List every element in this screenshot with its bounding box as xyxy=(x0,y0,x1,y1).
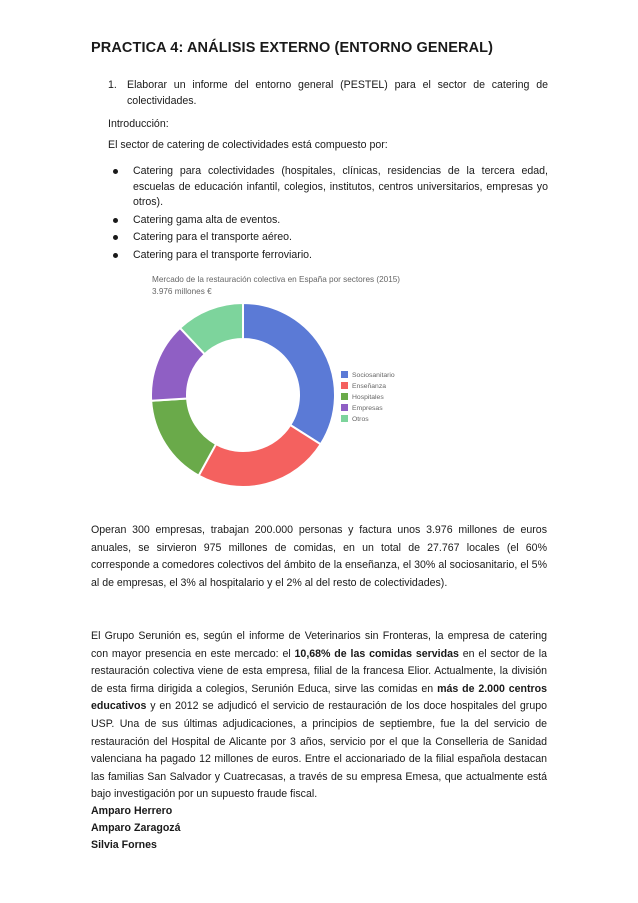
bold-text: 10,68% de las comidas servidas xyxy=(294,647,459,660)
intro-label: Introducción: xyxy=(108,118,169,130)
legend-label: Sociosanitario xyxy=(352,372,395,379)
pie-slice-enseñanza xyxy=(199,425,321,487)
pie-slice-sociosanitario xyxy=(243,303,335,444)
bold-text: más de 2.000 centros educativos xyxy=(91,682,547,713)
chart-subtitle: 3.976 millones € xyxy=(152,287,212,296)
market-paragraph: Operan 300 empresas, trabajan 200.000 personas y factura unos 3.976 millones de euros anuales, se sirvieron 975 millones de comidas, en un total de 27.767 locales (el 60% corresponde a comedores colectivos del ámbito de la enseñanza, el 30% al sociosanitario, el 5% al de empresas, el 3% al hospitalario y el 2% al del resto de colectividades). xyxy=(91,524,547,589)
legend-label: Empresas xyxy=(352,405,383,412)
serunion-paragraph xyxy=(91,628,547,804)
list-item: Catering para el transporte aéreo. xyxy=(108,230,548,246)
task-number: 1. xyxy=(108,79,117,91)
list-item: Catering para el transporte ferroviario. xyxy=(108,248,548,264)
sector-list xyxy=(108,164,548,265)
chart-title: Mercado de la restauración colectiva en España por sectores (2015) xyxy=(152,275,401,284)
intro-text: El sector de catering de colectividades está compuesto por: xyxy=(108,139,388,151)
legend-label: Otros xyxy=(352,416,369,423)
list-item: Catering para colectividades (hospitales, clínicas, residencias de la tercera edad, escuelas de educación infantil, colegios, institutos, centros universitarios, empresas yo otros). xyxy=(108,164,548,211)
legend-swatch xyxy=(341,404,348,411)
author-name: Amparo Zaragozá xyxy=(91,822,181,834)
list-item: Catering gama alta de eventos. xyxy=(108,213,548,229)
task-text: Elaborar un informe del entorno general (PESTEL) para el sector de catering de colectividades. xyxy=(127,79,548,107)
page-title: PRACTICA 4: ANÁLISIS EXTERNO (ENTORNO GENERAL) xyxy=(91,40,494,56)
author-name: Amparo Herrero xyxy=(91,805,173,817)
legend-label: Enseñanza xyxy=(352,383,387,390)
legend-swatch xyxy=(341,393,348,400)
text-run: en el sector de la restauración colectiva viene de esta empresa, filial de la francesa Elior. Actualmente, la división de esta firma dirigida a colegios, Serunión Educa, sirve las comidas en xyxy=(91,647,547,695)
legend-label: Hospitales xyxy=(352,394,384,401)
text-run: y en 2012 se adjudicó el servicio de restauración de los doce hospitales del grupo USP. Una de sus últimas adjudicaciones, a principios de septiembre, fue la del servicio de restauración del Hospital de Alicante por 3 años, servicio por el que la Conselleria de Sanidad valenciana ha pagado 12 millones de euros. Entre el accionariado de la filial española destacan las familias San Salvador y Cuatrecasas, a través de su empresa Emesa, que actualmente está bajo investigación por un supuesto fraude fiscal. xyxy=(91,700,547,801)
legend-swatch xyxy=(341,382,348,389)
legend-swatch xyxy=(341,371,348,378)
task-item xyxy=(108,77,548,109)
legend-swatch xyxy=(341,415,348,422)
authors xyxy=(91,803,180,854)
market-donut-chart xyxy=(140,268,450,508)
author-name: Silvia Fornes xyxy=(91,839,157,851)
text-run: El Grupo Serunión es, según el informe de Veterinarios sin Fronteras, la empresa de catering con mayor presencia en este mercado: el xyxy=(91,630,547,660)
